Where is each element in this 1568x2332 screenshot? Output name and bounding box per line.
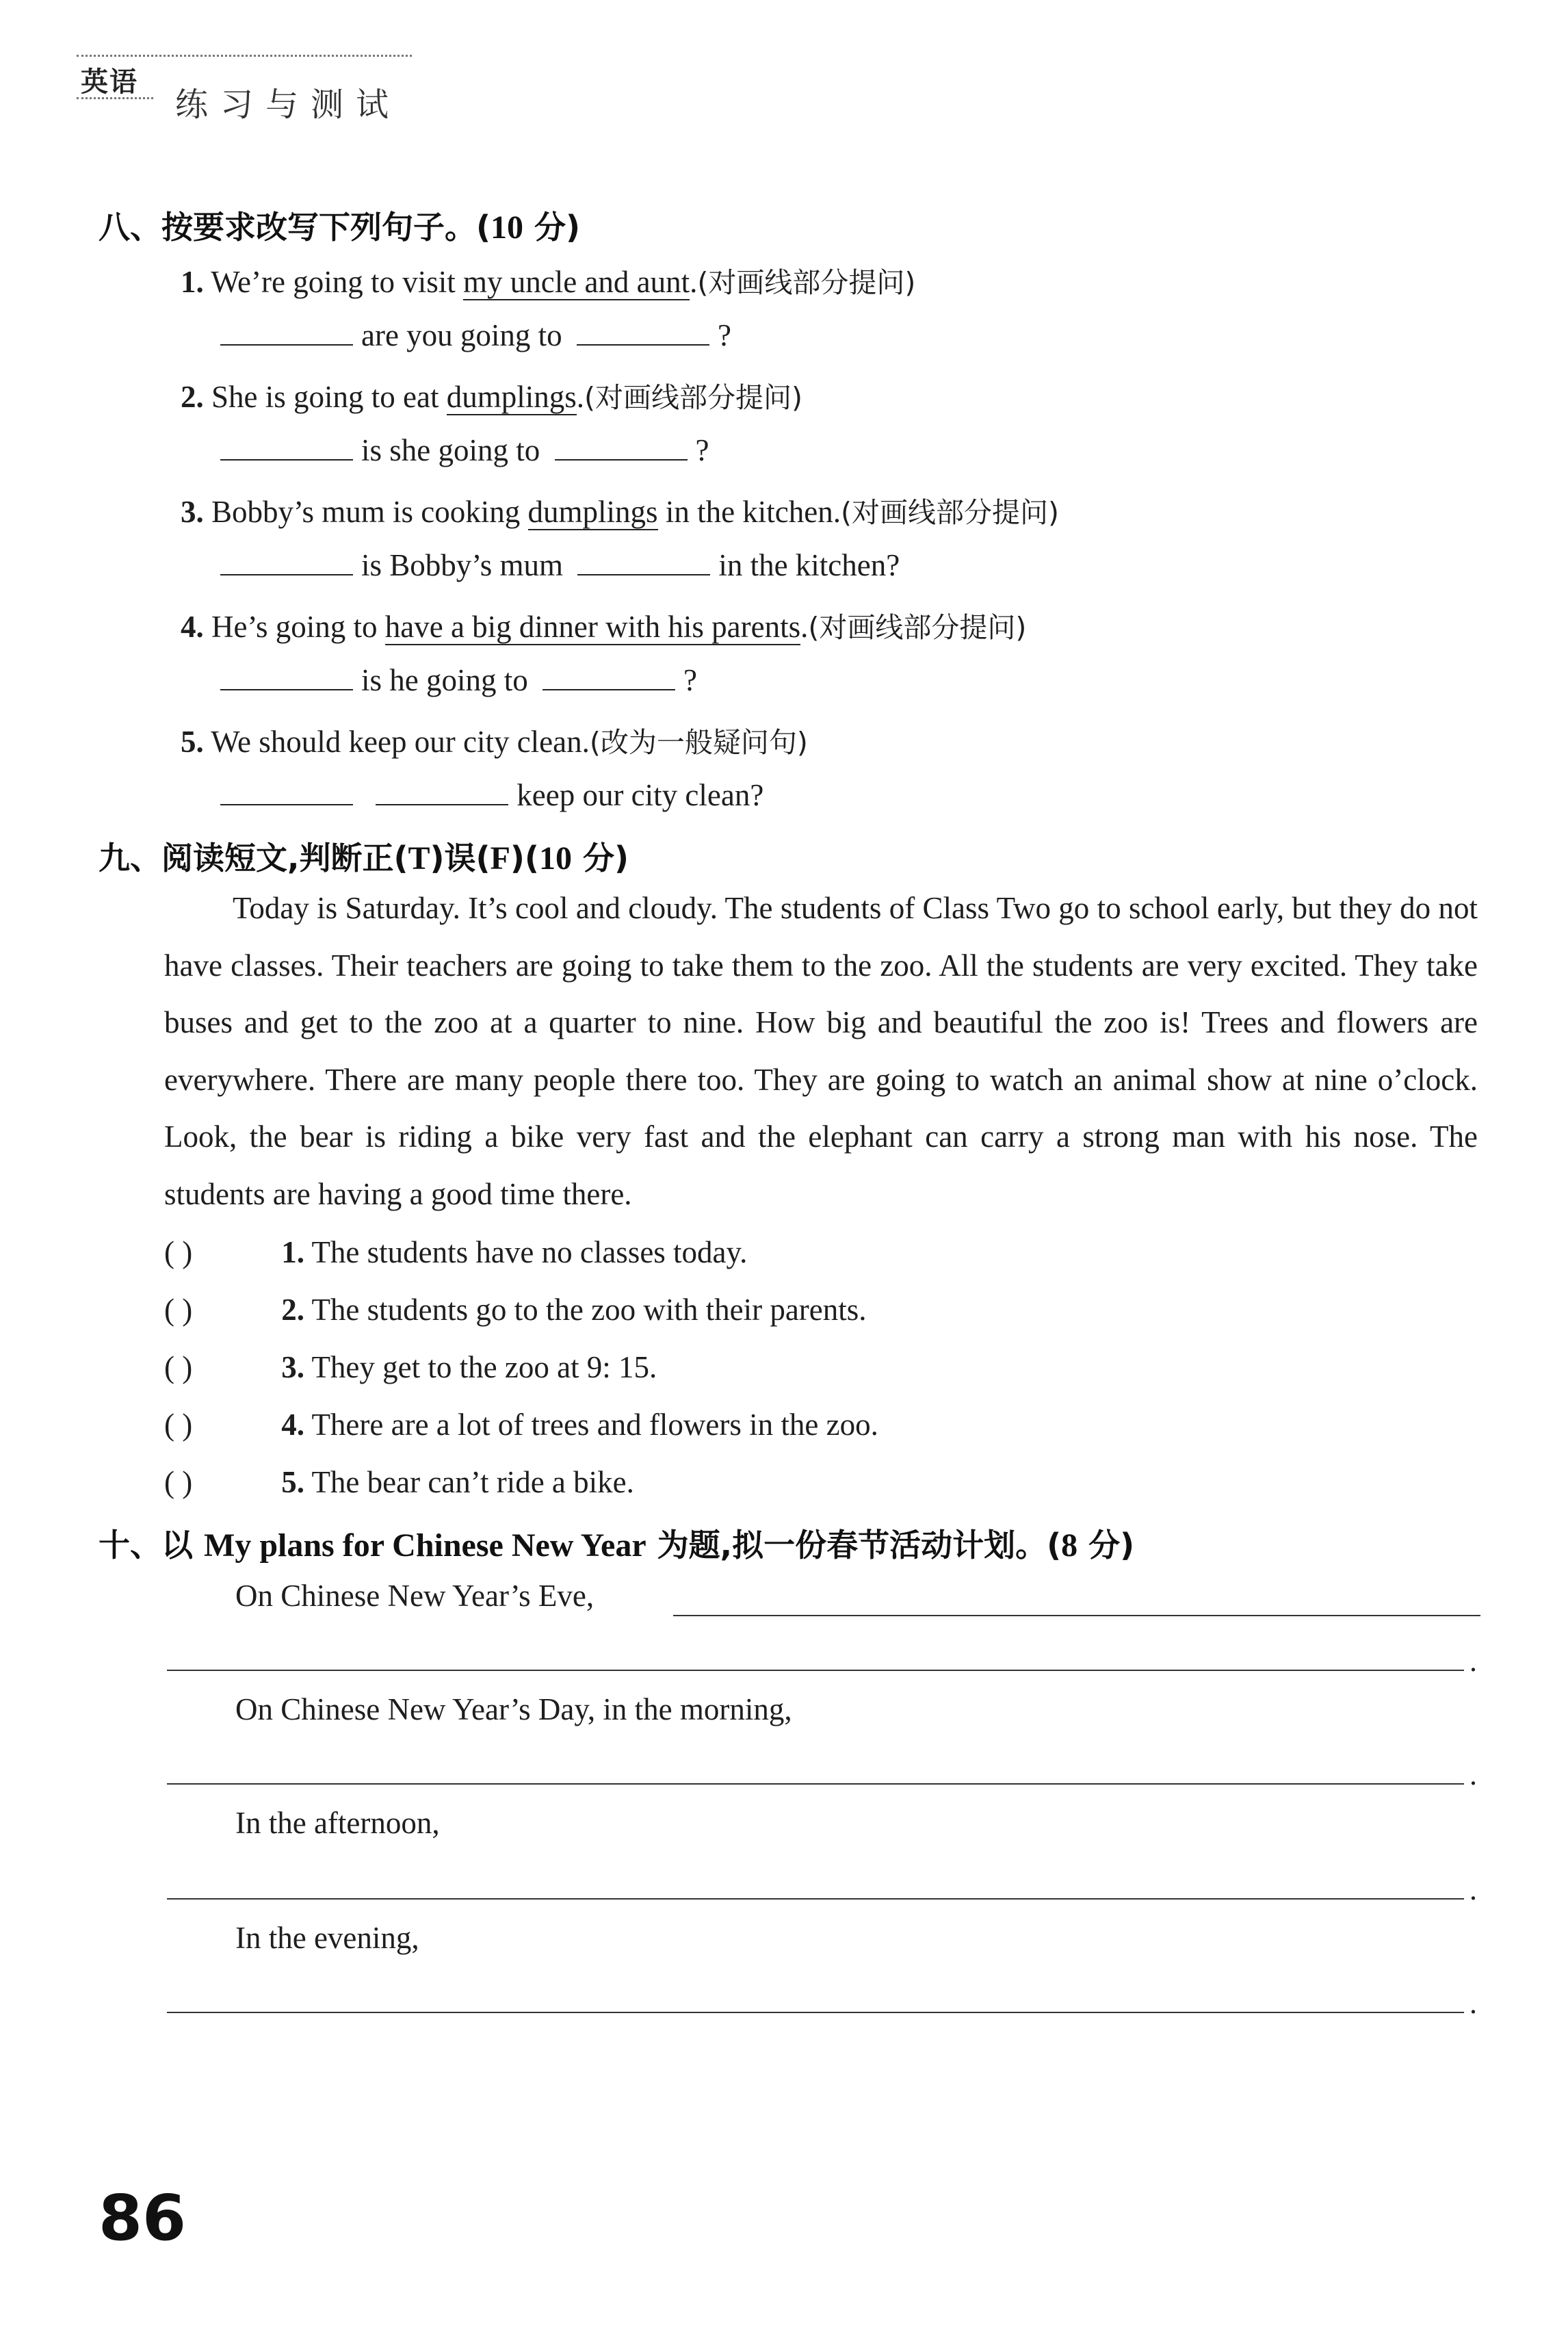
answer-parens[interactable]: ( ) <box>164 1235 193 1269</box>
statement-row[interactable]: ( ) 3. They get to the zoo at 9: 15. <box>164 1350 657 1384</box>
line-period: . <box>1469 1644 1477 1678</box>
answer-blank[interactable] <box>555 458 688 461</box>
s8-answer-5[interactable]: keep our city clean? <box>220 777 763 813</box>
section-10-title: 十、以 My plans for Chinese New Year 为题,拟一份春节活动计划。(8 分) <box>99 1527 1135 1564</box>
s8-item-4: 4. He’s going to have a big dinner with his parents.(对画线部分提问) <box>181 610 1027 644</box>
statement-row[interactable]: ( ) 2. The students go to the zoo with their parents. <box>164 1293 867 1327</box>
answer-parens[interactable]: ( ) <box>164 1350 193 1384</box>
section-9-title: 九、阅读短文,判断正(T)误(F)(10 分) <box>99 840 629 877</box>
line-period: . <box>1469 1873 1477 1906</box>
s8-item-1: 1. We’re going to visit my uncle and aunt.(对画线部分提问) <box>181 265 916 299</box>
header-dotted-rule <box>77 55 412 57</box>
answer-blank[interactable] <box>220 803 353 805</box>
writing-line[interactable] <box>167 1898 1464 1900</box>
writing-line[interactable] <box>167 1670 1464 1671</box>
answer-blank[interactable] <box>220 688 353 690</box>
subject-tag-underline <box>77 97 153 99</box>
answer-blank[interactable] <box>543 688 675 690</box>
writing-line[interactable] <box>673 1615 1480 1616</box>
section-8-title: 八、按要求改写下列句子。(10 分) <box>99 209 581 246</box>
s8-answer-4[interactable]: is he going to ? <box>220 662 697 698</box>
answer-blank[interactable] <box>220 344 353 346</box>
s8-answer-2[interactable]: is she going to ? <box>220 432 709 468</box>
answer-parens[interactable]: ( ) <box>164 1465 193 1499</box>
answer-parens[interactable]: ( ) <box>164 1408 193 1442</box>
answer-blank[interactable] <box>220 573 353 575</box>
statement-row[interactable]: ( ) 5. The bear can’t ride a bike. <box>164 1465 634 1499</box>
subject-tag: 英语 <box>81 66 138 98</box>
answer-blank[interactable] <box>376 803 508 805</box>
plan-prompt-eve: On Chinese New Year’s Eve, <box>235 1579 594 1613</box>
statement-row[interactable]: ( ) 4. There are a lot of trees and flowers in the zoo. <box>164 1408 878 1442</box>
plan-prompt-morning: On Chinese New Year’s Day, in the morning, <box>235 1692 792 1726</box>
s8-item-2: 2. She is going to eat dumplings.(对画线部分提问) <box>181 380 802 414</box>
plan-prompt-evening: In the evening, <box>235 1921 419 1955</box>
book-title: 练习与测试 <box>175 86 402 124</box>
answer-parens[interactable]: ( ) <box>164 1293 193 1327</box>
reading-passage: Today is Saturday. It’s cool and cloudy. The students of Class Two go to school early, but they do not have classes. Their teachers are going to take them to the zoo. All the students are very excited. They take buses and get to the zoo at a quarter to nine. How big and beautiful the zoo is! Trees and flowers are everywhere. There are many people there too. They are going to watch an animal show at nine o’clock. Look, the bear is riding a bike very fast and the elephant can carry a strong man with his nose. The students are having a good time there. <box>164 891 1478 1211</box>
answer-blank[interactable] <box>220 458 353 461</box>
writing-line[interactable] <box>167 1783 1464 1785</box>
plan-prompt-afternoon: In the afternoon, <box>235 1806 440 1840</box>
line-period: . <box>1469 1986 1477 2020</box>
s8-answer-3[interactable]: is Bobby’s mum in the kitchen? <box>220 547 900 583</box>
page-number: 86 <box>99 2181 187 2255</box>
line-period: . <box>1469 1758 1477 1791</box>
s8-answer-1[interactable]: are you going to ? <box>220 318 731 353</box>
s8-item-3: 3. Bobby’s mum is cooking dumplings in the kitchen.(对画线部分提问) <box>181 495 1059 529</box>
s8-item-5: 5. We should keep our city clean.(改为一般疑问句) <box>181 725 808 759</box>
statement-row[interactable]: ( ) 1. The students have no classes today. <box>164 1235 748 1269</box>
answer-blank[interactable] <box>577 344 709 346</box>
writing-line[interactable] <box>167 2012 1464 2013</box>
answer-blank[interactable] <box>577 573 710 575</box>
